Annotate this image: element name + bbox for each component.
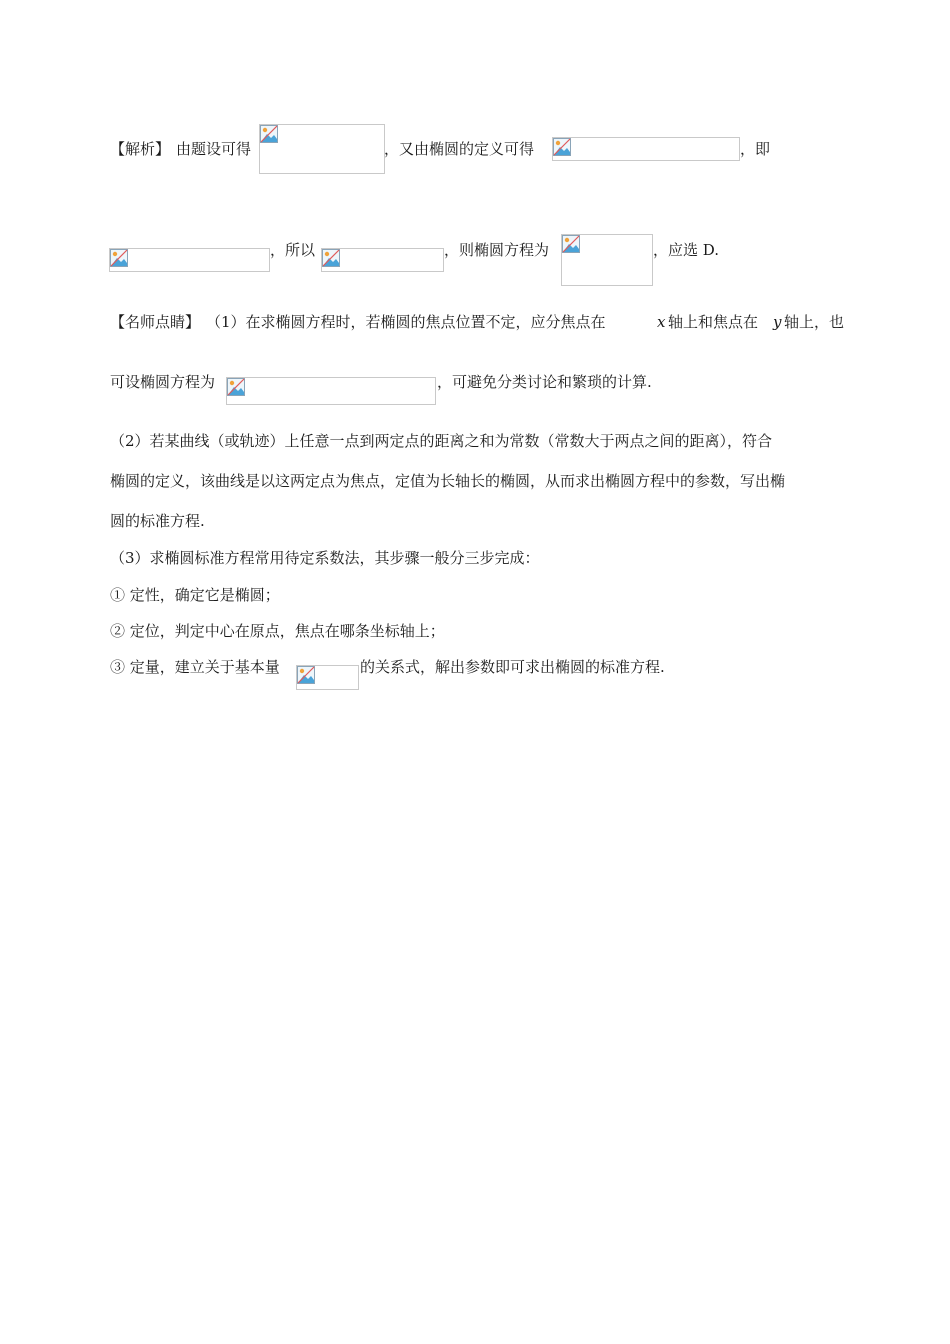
analysis-label: 【解析】 bbox=[110, 140, 171, 158]
analysis-text-2a: ，所以 bbox=[270, 241, 316, 259]
analysis-text-2c: ，应选 D. bbox=[653, 241, 720, 259]
analysis-text-1b: ，又由椭圆的定义可得 bbox=[384, 140, 535, 158]
analysis-text-2b: ，则椭圆方程为 bbox=[444, 241, 550, 259]
tips-text-9a: ③ 定量，建立关于基本量 bbox=[110, 658, 280, 676]
analysis-text-1c: ，即 bbox=[740, 140, 771, 158]
tips-text-5: 圆的标准方程. bbox=[110, 512, 205, 530]
tips-text-8: ② 定位，判定中心在原点，焦点在哪条坐标轴上； bbox=[110, 622, 445, 640]
tips-text-2a: 可设椭圆方程为 bbox=[110, 373, 216, 391]
broken-image-icon bbox=[553, 138, 571, 156]
formula-image-7 bbox=[296, 665, 359, 690]
analysis-text-1a: 由题设可得 bbox=[176, 140, 252, 158]
broken-image-icon bbox=[227, 378, 245, 396]
tips-text-7: ① 定性，确定它是椭圆； bbox=[110, 586, 280, 604]
tips-text-1b: 轴上和焦点在 bbox=[668, 313, 759, 331]
tips-var-x: x bbox=[657, 313, 666, 331]
tips-text-3: （2）若某曲线（或轨迹）上任意一点到两定点的距离之和为常数（常数大于两点之间的距离），符合 bbox=[110, 432, 773, 450]
tips-label: 【名师点睛】 bbox=[110, 313, 201, 331]
formula-image-2 bbox=[552, 137, 740, 161]
formula-image-1 bbox=[259, 124, 385, 174]
tips-text-4: 椭圆的定义，该曲线是以这两定点为焦点，定值为长轴长的椭圆，从而求出椭圆方程中的参数，写出椭 bbox=[110, 472, 786, 490]
tips-text-9b: 的关系式，解出参数即可求出椭圆的标准方程. bbox=[360, 658, 665, 676]
tips-text-1c: 轴上，也 bbox=[784, 313, 845, 331]
broken-image-icon bbox=[322, 249, 340, 267]
tips-text-1a: （1）在求椭圆方程时，若椭圆的焦点位置不定，应分焦点在 bbox=[206, 313, 606, 331]
formula-image-3 bbox=[109, 248, 270, 272]
broken-image-icon bbox=[260, 125, 278, 143]
formula-image-5 bbox=[561, 234, 653, 286]
tips-text-2b: ，可避免分类讨论和繁琐的计算. bbox=[437, 373, 652, 391]
tips-var-y: y bbox=[773, 313, 782, 331]
broken-image-icon bbox=[562, 235, 580, 253]
tips-text-6: （3）求椭圆标准方程常用待定系数法，其步骤一般分三步完成： bbox=[110, 549, 540, 567]
formula-image-4 bbox=[321, 248, 444, 272]
broken-image-icon bbox=[110, 249, 128, 267]
broken-image-icon bbox=[297, 666, 315, 684]
formula-image-6 bbox=[226, 377, 436, 405]
